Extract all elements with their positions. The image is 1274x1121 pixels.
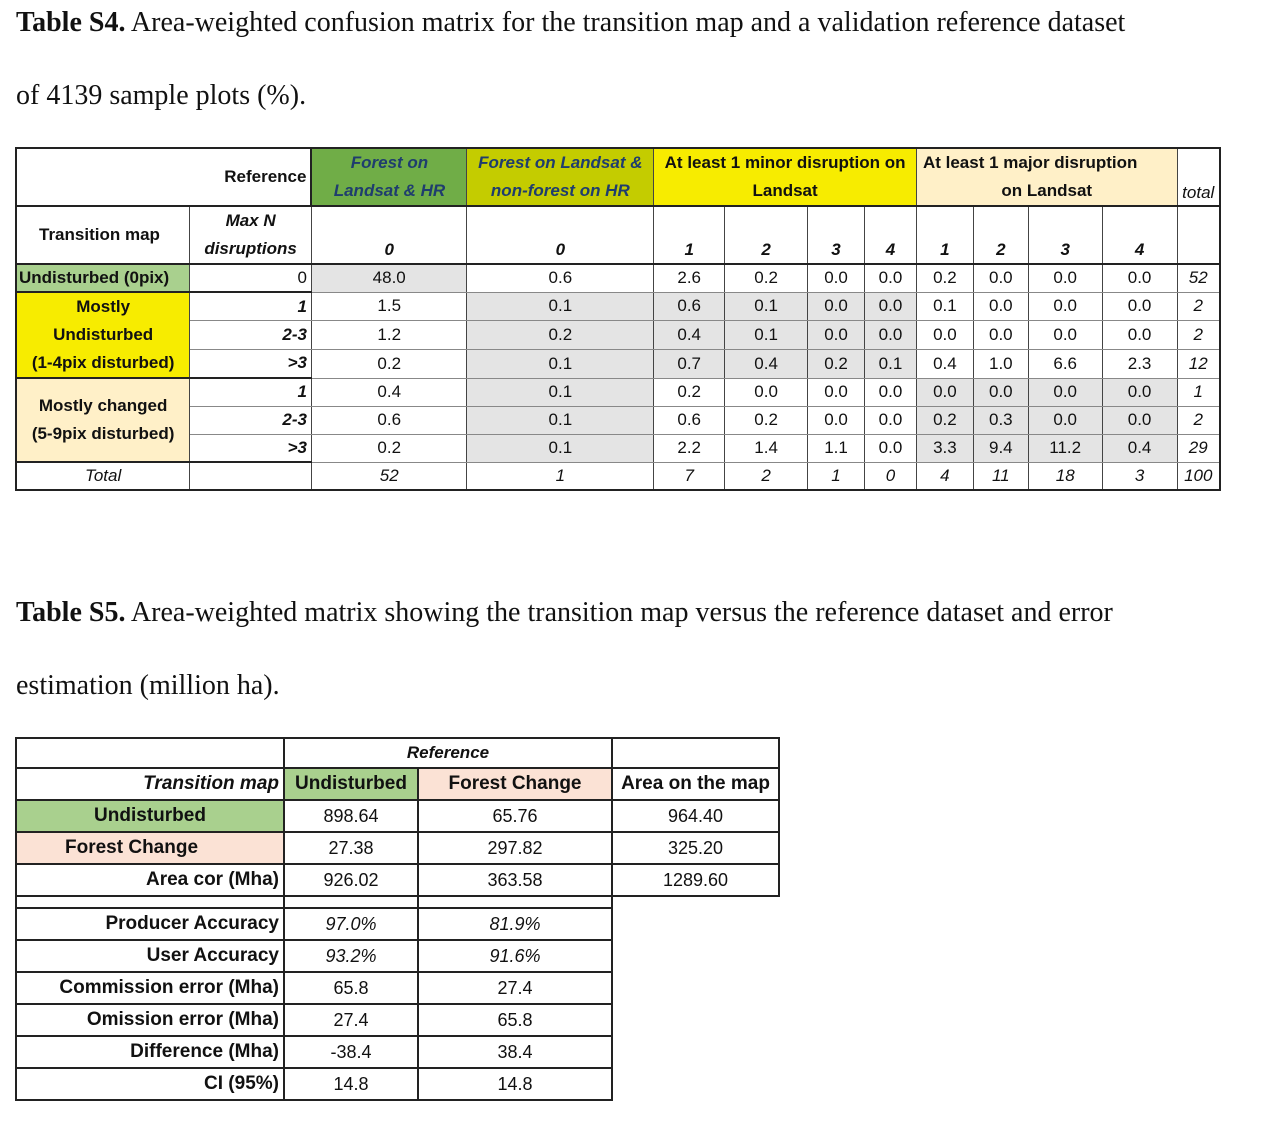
stat-value: 27.4	[418, 972, 612, 1004]
sub-header: 3	[1028, 206, 1102, 264]
table-row	[16, 800, 779, 832]
value-cell: 0.1	[725, 321, 808, 350]
sub-header: 0	[467, 206, 654, 264]
stat-label: Commission error (Mha)	[16, 972, 284, 1004]
value-cell: 0.0	[1028, 406, 1102, 434]
value-cell: 9.4	[973, 434, 1028, 462]
table-row	[16, 378, 1220, 406]
value-cell: 1.0	[973, 349, 1028, 378]
stat-row	[16, 908, 779, 940]
table-row	[16, 349, 1220, 378]
stat-value: 91.6%	[418, 940, 612, 972]
row-total: 1	[1177, 378, 1220, 406]
confusion-matrix-table	[15, 147, 1221, 491]
stat-value: 14.8	[284, 1068, 418, 1100]
value-cell: 0.4	[725, 349, 808, 378]
stat-row	[16, 1036, 779, 1068]
max-n-cell: >3	[190, 349, 312, 378]
value-cell: 0.1	[467, 292, 654, 321]
row-area-cor: Area cor (Mha)	[16, 864, 284, 896]
table-s5-label: Table S5.	[16, 597, 126, 628]
error-estimation-table	[15, 737, 780, 1101]
value-cell: 0.1	[467, 349, 654, 378]
value-cell: 964.40	[612, 800, 779, 832]
value-cell: 0.4	[654, 321, 725, 350]
total-label: Total	[16, 462, 190, 490]
column-total: 1	[808, 462, 865, 490]
value-cell: 0.0	[808, 406, 865, 434]
value-cell: 297.82	[418, 832, 612, 864]
value-cell: 1.5	[311, 292, 467, 321]
value-cell: 0.2	[311, 349, 467, 378]
value-cell: 0.0	[1028, 292, 1102, 321]
table-s5-caption	[16, 596, 1113, 630]
value-cell: 0.1	[467, 378, 654, 406]
value-cell: 65.76	[418, 800, 612, 832]
table-row	[16, 292, 1220, 321]
value-cell: 0.0	[865, 292, 917, 321]
value-cell: 0.0	[808, 264, 865, 292]
column-total: 4	[916, 462, 973, 490]
value-cell: 0.6	[311, 406, 467, 434]
value-cell: 0.2	[725, 264, 808, 292]
value-cell: 0.1	[725, 292, 808, 321]
value-cell: 0.1	[916, 292, 973, 321]
column-total: 0	[865, 462, 917, 490]
value-cell: 1.1	[808, 434, 865, 462]
value-cell: 0.0	[1028, 378, 1102, 406]
stat-label: Difference (Mha)	[16, 1036, 284, 1068]
value-cell: 3.3	[916, 434, 973, 462]
stat-row	[16, 1068, 779, 1100]
row-total: 2	[1177, 292, 1220, 321]
group-mostly-changed: Mostly changed (5-9pix disturbed)	[16, 378, 190, 462]
value-cell: 0.0	[865, 321, 917, 350]
value-cell: 0.7	[654, 349, 725, 378]
table-row	[16, 406, 1220, 434]
value-cell: 0.1	[467, 406, 654, 434]
sub-header: 0	[311, 206, 467, 264]
reference-header: Reference	[284, 738, 612, 768]
max-n-cell: >3	[190, 434, 312, 462]
row-undisturbed: Undisturbed	[16, 800, 284, 832]
value-cell: 0.0	[973, 321, 1028, 350]
stat-label: User Accuracy	[16, 940, 284, 972]
stat-value: 81.9%	[418, 908, 612, 940]
totals-row	[16, 462, 1220, 490]
value-cell: 0.1	[467, 434, 654, 462]
header-row	[16, 768, 779, 800]
sub-header: 1	[916, 206, 973, 264]
column-total: 52	[311, 462, 467, 490]
stat-label: Omission error (Mha)	[16, 1004, 284, 1036]
row-total: 29	[1177, 434, 1220, 462]
stat-value: 93.2%	[284, 940, 418, 972]
col-minor-disruption: At least 1 minor disruption on Landsat	[654, 148, 917, 206]
stat-row	[16, 940, 779, 972]
value-cell: 0.2	[654, 378, 725, 406]
value-cell: 0.2	[725, 406, 808, 434]
value-cell: 0.1	[865, 349, 917, 378]
transition-map-header: Transition map	[16, 768, 284, 800]
value-cell: 0.0	[808, 321, 865, 350]
value-cell: 0.2	[467, 321, 654, 350]
stat-value: 97.0%	[284, 908, 418, 940]
value-cell: 0.0	[1102, 264, 1177, 292]
stat-label: CI (95%)	[16, 1068, 284, 1100]
max-n-cell: 1	[190, 378, 312, 406]
stat-row	[16, 1004, 779, 1036]
value-cell: 6.6	[1028, 349, 1102, 378]
value-cell: 0.0	[1028, 264, 1102, 292]
stat-row	[16, 972, 779, 1004]
sub-header: 1	[654, 206, 725, 264]
value-cell: 0.2	[916, 406, 973, 434]
grand-total: 100	[1177, 462, 1220, 490]
column-total: 1	[467, 462, 654, 490]
col-forest-nonforest: Forest on Landsat & non-forest on HR	[467, 148, 654, 206]
max-n-header: Max N disruptions	[190, 206, 312, 264]
value-cell: 11.2	[1028, 434, 1102, 462]
value-cell: 0.6	[654, 406, 725, 434]
column-total: 3	[1102, 462, 1177, 490]
value-cell: 48.0	[311, 264, 467, 292]
stat-value: 27.4	[284, 1004, 418, 1036]
col-forest-change: Forest Change	[418, 768, 612, 800]
sub-header: 2	[725, 206, 808, 264]
column-total: 18	[1028, 462, 1102, 490]
table-row	[16, 264, 1220, 292]
stat-value: 65.8	[418, 1004, 612, 1036]
value-cell: 1289.60	[612, 864, 779, 896]
stat-value: -38.4	[284, 1036, 418, 1068]
value-cell: 0.0	[1102, 292, 1177, 321]
max-n-cell: 2-3	[190, 406, 312, 434]
value-cell: 0.0	[808, 292, 865, 321]
value-cell: 0.0	[808, 378, 865, 406]
transition-map-header: Transition map	[16, 206, 190, 264]
value-cell: 0.0	[1102, 378, 1177, 406]
value-cell: 0.0	[1028, 321, 1102, 350]
value-cell: 0.0	[1102, 406, 1177, 434]
value-cell: 2.6	[654, 264, 725, 292]
max-n-cell: 2-3	[190, 321, 312, 350]
col-undisturbed: Undisturbed	[284, 768, 418, 800]
col-total: total	[1177, 148, 1220, 206]
value-cell: 0.0	[916, 378, 973, 406]
stat-value: 38.4	[418, 1036, 612, 1068]
column-total: 11	[973, 462, 1028, 490]
table-s4-caption-text: Area-weighted confusion matrix for the transition map and a validation reference dataset	[125, 7, 1126, 38]
column-total: 2	[725, 462, 808, 490]
sub-header: 4	[1102, 206, 1177, 264]
row-forest-change: Forest Change	[16, 832, 284, 864]
value-cell: 0.0	[865, 406, 917, 434]
row-total: 2	[1177, 406, 1220, 434]
row-total: 2	[1177, 321, 1220, 350]
col-area-on-map: Area on the map	[612, 768, 779, 800]
table-s4-label: Table S4.	[16, 7, 126, 38]
group-mostly-undisturbed: Mostly Undisturbed (1-4pix disturbed)	[16, 292, 190, 378]
value-cell: 0.0	[865, 378, 917, 406]
value-cell: 0.0	[973, 378, 1028, 406]
value-cell: 0.4	[916, 349, 973, 378]
stat-label: Producer Accuracy	[16, 908, 284, 940]
value-cell: 27.38	[284, 832, 418, 864]
value-cell: 0.0	[865, 434, 917, 462]
table-s5-caption-line2: estimation (million ha).	[16, 670, 280, 701]
column-total: 7	[654, 462, 725, 490]
value-cell: 0.6	[654, 292, 725, 321]
max-n-cell: 1	[190, 292, 312, 321]
value-cell: 0.6	[467, 264, 654, 292]
table-row	[16, 832, 779, 864]
value-cell: 1.2	[311, 321, 467, 350]
sub-header: 3	[808, 206, 865, 264]
value-cell: 898.64	[284, 800, 418, 832]
value-cell: 0.0	[1102, 321, 1177, 350]
group-undisturbed: Undisturbed (0pix)	[16, 264, 190, 292]
row-total: 12	[1177, 349, 1220, 378]
value-cell: 0.0	[725, 378, 808, 406]
value-cell: 0.4	[1102, 434, 1177, 462]
value-cell: 2.2	[654, 434, 725, 462]
value-cell: 0.3	[973, 406, 1028, 434]
value-cell: 0.0	[973, 264, 1028, 292]
value-cell: 0.2	[808, 349, 865, 378]
value-cell: 0.0	[916, 321, 973, 350]
sub-header: 4	[865, 206, 917, 264]
stat-value: 14.8	[418, 1068, 612, 1100]
col-major-disruption: At least 1 major disruption on Landsat	[916, 148, 1177, 206]
reference-header: Reference	[16, 148, 311, 206]
table-row	[16, 321, 1220, 350]
value-cell: 0.2	[916, 264, 973, 292]
value-cell: 0.4	[311, 378, 467, 406]
row-total: 52	[1177, 264, 1220, 292]
col-forest-landsat-hr: Forest on Landsat & HR	[311, 148, 467, 206]
value-cell: 0.0	[973, 292, 1028, 321]
table-row	[16, 864, 779, 896]
value-cell: 363.58	[418, 864, 612, 896]
stat-value: 65.8	[284, 972, 418, 1004]
table-row	[16, 434, 1220, 462]
table-s4-caption-line2: of 4139 sample plots (%).	[16, 80, 307, 111]
value-cell: 0.2	[311, 434, 467, 462]
value-cell: 2.3	[1102, 349, 1177, 378]
table-s4-caption	[16, 6, 1125, 40]
max-n-cell: 0	[190, 264, 312, 292]
value-cell: 1.4	[725, 434, 808, 462]
value-cell: 926.02	[284, 864, 418, 896]
value-cell: 325.20	[612, 832, 779, 864]
sub-header: 2	[973, 206, 1028, 264]
value-cell: 0.0	[865, 264, 917, 292]
table-s5-caption-text: Area-weighted matrix showing the transition map versus the reference dataset and error	[125, 597, 1113, 628]
